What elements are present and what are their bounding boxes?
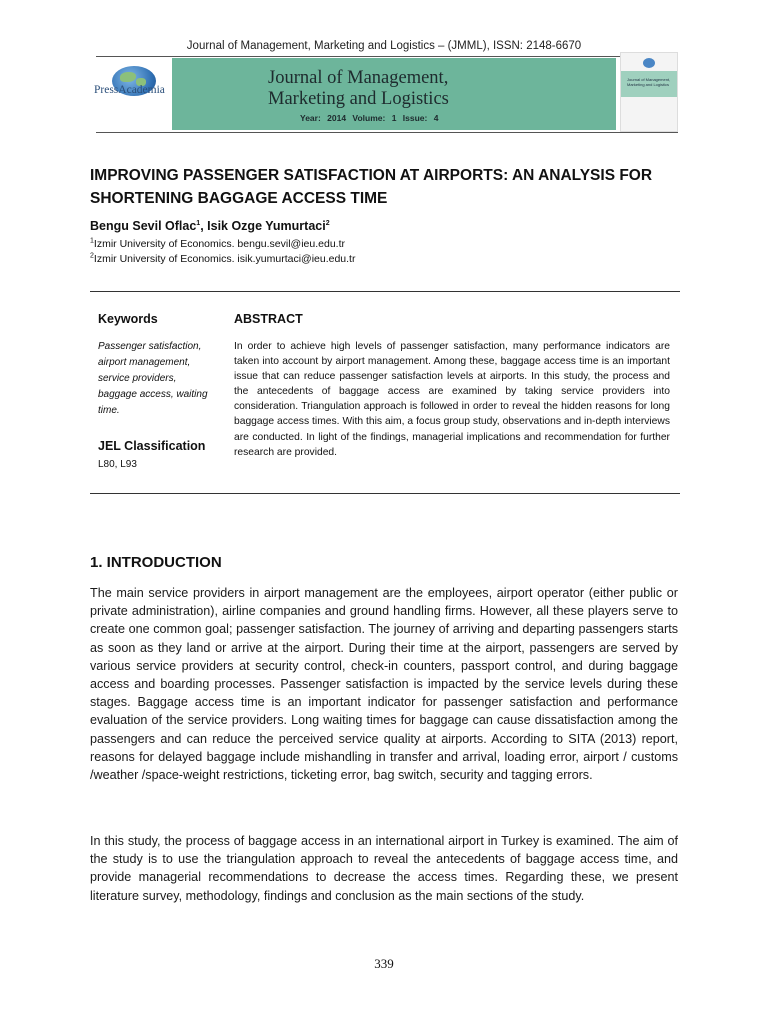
author-1: Bengu Sevil Oflac xyxy=(90,219,197,233)
journal-cover-thumbnail xyxy=(620,52,678,132)
section-heading-introduction: 1. INTRODUCTION xyxy=(90,554,222,571)
jel-heading: JEL Classification xyxy=(98,439,206,453)
intro-paragraph-2: In this study, the process of baggage access in an international airport in Turkey is examined. The aim of the study is to use the triangulation approach to reveal the antecedents of baggage access time, and provide managerial recommendations to decrease the access times. Regarding these, we present literature survey, methodology, findings and conclusion as the main sections of the study. xyxy=(90,834,678,903)
cover-text: Journal of Management, Marketing and Logistics xyxy=(627,77,671,87)
abstract-rule-bottom xyxy=(90,493,680,494)
header-rule-top xyxy=(96,56,678,57)
keywords-text: Passenger satisfaction, airport management, service providers, baggage access, waiting time. xyxy=(98,341,208,416)
abstract-heading: ABSTRACT xyxy=(234,312,303,326)
running-head: Journal of Management, Marketing and Logistics – (JMML), ISSN: 2148-6670 xyxy=(186,40,582,52)
abstract-text: In order to achieve high levels of passenger satisfaction, many performance indicators are taken into account by airport management. Among these, baggage access time is an important issue that can reduce passenger satisfaction levels at airports. In this study, the process and the antecedents of baggage access are examined by taking service providers into consideration. Triangulation approach is followed in order to reveal the hidden reasons for long baggage access times. With this aim, a focus group study, observations and in-depth interviews are conducted. In light of the findings, managerial implications and recommendation for further research are provided. xyxy=(234,341,670,458)
affiliation-1: $^1$Izmir University of Economics. bengu.sevil@ieu.edu.tr xyxy=(90,237,345,250)
page-number: 339 xyxy=(374,956,394,971)
intro-paragraph-1: The main service providers in airport management are the employees, airport operator (either public or private administration), airline companies and ground handling firms. However, all these players serve to create one common goal; passenger satisfaction. The journey of arriving and departing passengers starts as soon as they land or arrive at the airport. During their time at the airport, passengers are served by various service providers at security control, check-in counters, passport control, and during baggage access and boarding processes. Passenger satisfaction is impacted by the service levels during these stages. Baggage access time is an important indicator for passenger satisfaction and performance evaluation of the service providers. Long waiting times for baggage can cause dissatisfaction among the passengers and can reduce the perceived service quality at airports. According to SITA (2013) report, reasons for delayed baggage include mishandling in transfer and arrival, loading error, airport / customs /weather /space-weight restrictions, ticketing error, bag switch, security and tagging errors. xyxy=(90,586,678,783)
pressacademia-logo xyxy=(92,62,172,132)
jel-codes: L80, L93 xyxy=(98,459,137,470)
journal-meta: Year: 2014 Volume: 1 Issue: 4 xyxy=(300,113,439,123)
paper-title: IMPROVING PASSENGER SATISFACTION AT AIRPORTS: AN ANALYSIS FOR SHORTENING BAGGAGE ACCESS TIME xyxy=(90,167,653,207)
keywords-heading: Keywords xyxy=(98,312,158,326)
author-2: Isik Ozge Yumurtaci xyxy=(207,219,326,233)
authors: Bengu Sevil Oflac$^1$, Isik Ozge Yumurtaci$^2$ xyxy=(90,219,330,233)
journal-banner xyxy=(172,58,616,130)
publisher-name: PressAcademia xyxy=(94,84,165,96)
header-rule-bottom xyxy=(96,132,678,133)
abstract-rule-top xyxy=(90,291,680,292)
journal-title: Journal of Management, Marketing and Logistics xyxy=(268,68,449,109)
affiliation-2: $^2$Izmir University of Economics. isik.yumurtaci@ieu.edu.tr xyxy=(90,252,356,265)
